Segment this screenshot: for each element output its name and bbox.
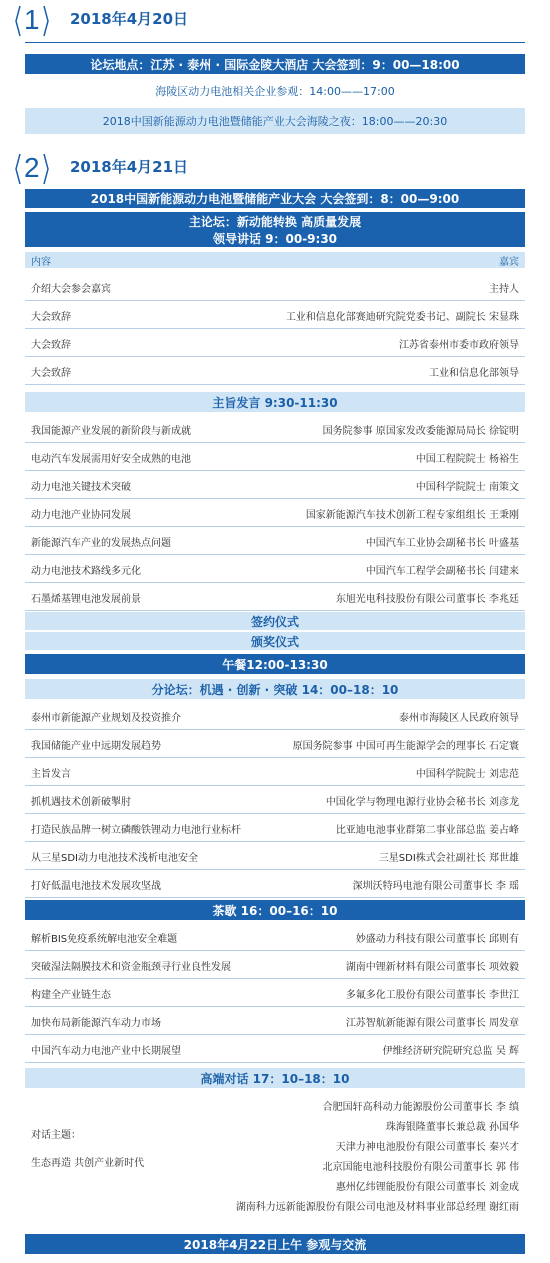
row-guest: 江苏省泰州市委市政府领导 bbox=[399, 339, 519, 351]
row-topic: 新能源汽车产业的发展热点问题 bbox=[31, 537, 171, 549]
table-row bbox=[25, 472, 525, 499]
row-guest: 东旭光电科技股份有限公司董事长 李兆廷 bbox=[335, 593, 519, 605]
main-forum-bar bbox=[25, 211, 525, 247]
row-guest: 中国汽车工程学会副秘书长 闫建来 bbox=[365, 565, 519, 577]
row-guest: 中国科学院院士 南策文 bbox=[415, 481, 519, 493]
day1-number: 1 bbox=[24, 4, 40, 35]
row-topic: 大会致辞 bbox=[31, 339, 71, 351]
leader-speech-time: 领导讲话 9：00-9:30 bbox=[212, 231, 338, 246]
row-topic: 主旨发言 bbox=[31, 768, 71, 780]
conference-bar: 2018中国新能源动力电池暨储能产业大会 大会签到：8：00—9:00 bbox=[25, 189, 525, 208]
dialogue-topic-label: 对话主题： bbox=[31, 1130, 81, 1141]
table-row bbox=[25, 358, 525, 385]
day1-number-badge bbox=[14, 2, 48, 36]
day1-divider bbox=[25, 42, 525, 43]
day1-header bbox=[0, 0, 550, 42]
main-forum-title: 主论坛：新动能转换 高质量发展 bbox=[188, 214, 362, 229]
row-topic: 中国汽车动力电池产业中长期展望 bbox=[31, 1045, 181, 1057]
table-row bbox=[25, 731, 525, 758]
row-guest: 中国化学与物理电源行业协会秘书长 刘彦龙 bbox=[325, 796, 519, 808]
table-row bbox=[25, 274, 525, 301]
row-topic: 加快布局新能源汽车动力市场 bbox=[31, 1017, 161, 1029]
row-guest: 工业和信息化部领导 bbox=[429, 367, 519, 379]
row-topic: 动力电池技术路线多元化 bbox=[31, 565, 141, 577]
row-topic: 电动汽车发展需用好安全成熟的电池 bbox=[31, 453, 191, 465]
row-guest: 三星SDI株式会社副社长 郑世雄 bbox=[378, 852, 519, 864]
row-guest: 中国汽车工业协会副秘书长 叶盛基 bbox=[365, 537, 519, 549]
dialogue-topic: 生态再造 共创产业新时代 bbox=[31, 1158, 145, 1169]
row-topic: 大会致辞 bbox=[31, 311, 71, 323]
row-guest: 湖南中锂新材料有限公司董事长 项效毅 bbox=[345, 961, 519, 973]
row-topic: 我国储能产业中远期发展趋势 bbox=[31, 740, 161, 752]
dialogue-guest: 北京国能电池科技股份有限公司董事长 郭 伟 bbox=[322, 1162, 519, 1173]
table-row bbox=[25, 584, 525, 611]
table-row bbox=[25, 556, 525, 583]
award-bar: 颁奖仪式 bbox=[25, 632, 525, 650]
row-guest: 中国工程院院士 杨裕生 bbox=[415, 453, 519, 465]
day1-night-bar: 2018中国新能源动力电池暨储能产业大会海陵之夜：18:00——20:30 bbox=[25, 108, 525, 134]
table-row bbox=[25, 444, 525, 471]
row-topic: 石墨烯基锂电池发展前景 bbox=[31, 593, 141, 605]
row-topic: 打造民族品牌一树立磷酸铁锂动力电池行业标杆 bbox=[31, 824, 241, 836]
row-guest: 国务院参事 原国家发改委能源局局长 徐锭明 bbox=[322, 425, 519, 437]
tea-break-bar: 茶歇 16：00–16：10 bbox=[25, 900, 525, 920]
table-row bbox=[25, 871, 525, 898]
row-topic: 从三星SDI动力电池技术浅析电池安全 bbox=[31, 852, 198, 864]
lunch-bar: 午餐12:00-13:30 bbox=[25, 654, 525, 674]
day2-title: 2018年4月21日 bbox=[70, 158, 189, 176]
row-guest: 国家新能源汽车技术创新工程专家组组长 王秉刚 bbox=[305, 509, 519, 521]
dialogue-guest: 湖南科力远新能源股份有限公司电池及材料事业部总经理 谢红雨 bbox=[235, 1202, 519, 1213]
row-guest: 主持人 bbox=[489, 283, 519, 295]
row-topic: 抓机遇技术创新破掣肘 bbox=[31, 796, 131, 808]
dialogue-guest: 天津力神电池股份有限公司董事长 秦兴才 bbox=[335, 1142, 519, 1153]
row-topic: 大会致辞 bbox=[31, 367, 71, 379]
row-guest: 多氟多化工股份有限公司董事长 李世江 bbox=[345, 989, 519, 1001]
row-topic: 我国能源产业发展的新阶段与新成就 bbox=[31, 425, 191, 437]
table-header bbox=[25, 252, 525, 268]
table-row bbox=[25, 416, 525, 443]
row-topic: 突破湿法隔膜技术和资金瓶颈寻行业良性发展 bbox=[31, 961, 231, 973]
dialogue-guest: 惠州亿纬锂能股份有限公司董事长 刘金成 bbox=[335, 1182, 519, 1193]
table-row bbox=[25, 703, 525, 730]
table-row bbox=[25, 302, 525, 329]
day2-number: 2 bbox=[24, 152, 40, 183]
table-row bbox=[25, 1008, 525, 1035]
signing-bar: 签约仪式 bbox=[25, 612, 525, 630]
table-row bbox=[25, 952, 525, 979]
row-topic: 动力电池关键技术突破 bbox=[31, 481, 131, 493]
dialogue-guest: 珠海银隆董事长兼总裁 孙国华 bbox=[385, 1122, 519, 1133]
row-topic: 动力电池产业协同发展 bbox=[31, 509, 131, 521]
row-topic: 打好低温电池技术发展攻坚战 bbox=[31, 880, 161, 892]
row-guest: 中国科学院院士 刘忠范 bbox=[415, 768, 519, 780]
table-row bbox=[25, 759, 525, 786]
day1-venue-bar: 论坛地点：江苏 · 泰州 · 国际金陵大酒店 大会签到：9：00—18:00 bbox=[25, 54, 525, 74]
row-guest: 伊维经济研究院研究总监 吴 辉 bbox=[382, 1045, 519, 1057]
table-row bbox=[25, 330, 525, 357]
row-guest: 泰州市海陵区人民政府领导 bbox=[399, 712, 519, 724]
day1-title: 2018年4月20日 bbox=[70, 10, 189, 28]
table-row bbox=[25, 815, 525, 842]
keynote-bar: 主旨发言 9:30-11:30 bbox=[25, 392, 525, 412]
dialogue-section bbox=[25, 1092, 525, 1232]
row-topic: 解析BIS免疫系统解电池安全难题 bbox=[31, 933, 178, 945]
dialogue-guest: 合肥国轩高科动力能源股份公司董事长 李 缜 bbox=[322, 1102, 519, 1113]
row-guest: 原国务院参事 中国可再生能源学会的理事长 石定寰 bbox=[292, 740, 519, 752]
table-row bbox=[25, 843, 525, 870]
row-topic: 介绍大会参会嘉宾 bbox=[31, 283, 111, 295]
dialogue-bar: 高端对话 17：10–18：10 bbox=[25, 1068, 525, 1088]
table-row bbox=[25, 1036, 525, 1063]
row-topic: 泰州市新能源产业规划及投资推介 bbox=[31, 712, 181, 724]
row-guest: 工业和信息化部赛迪研究院党委书记、副院长 宋显珠 bbox=[285, 311, 519, 323]
table-row bbox=[25, 980, 525, 1007]
table-row bbox=[25, 787, 525, 814]
row-guest: 比亚迪电池事业群第二事业部总监 姜占峰 bbox=[335, 824, 519, 836]
sub-forum-bar: 分论坛：机遇 · 创新 · 突破 14：00–18：10 bbox=[25, 679, 525, 699]
footer-bar: 2018年4月22日上午 参观与交流 bbox=[25, 1234, 525, 1254]
row-guest: 深圳沃特玛电池有限公司董事长 李 瑶 bbox=[352, 880, 519, 892]
row-guest: 妙盛动力科技有限公司董事长 邱则有 bbox=[355, 933, 519, 945]
row-topic: 构建全产业链生态 bbox=[31, 989, 111, 1001]
col-content: 内容 bbox=[31, 256, 51, 268]
day2-header bbox=[0, 148, 550, 190]
table-row bbox=[25, 924, 525, 951]
row-guest: 江苏智航新能源有限公司董事长 周发章 bbox=[345, 1017, 519, 1029]
table-row bbox=[25, 500, 525, 527]
day2-number-badge bbox=[14, 150, 48, 184]
col-guest: 嘉宾 bbox=[499, 256, 519, 268]
table-row bbox=[25, 528, 525, 555]
day1-visit-bar: 海陵区动力电池相关企业参观：14:00——17:00 bbox=[25, 80, 525, 102]
